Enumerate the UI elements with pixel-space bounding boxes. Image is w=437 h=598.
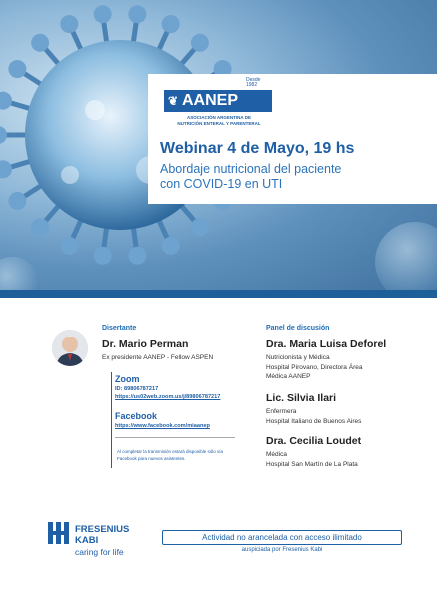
virus-spike-tip xyxy=(162,15,180,33)
virus-spike-tip xyxy=(191,34,209,52)
panelist-2-line1: Enfermera xyxy=(266,408,297,415)
note-line2: Facebook para nuevos asistentes. xyxy=(117,456,186,461)
logo-name: AANEP xyxy=(182,92,239,109)
transmission-note xyxy=(117,448,223,462)
virus-spike-tip xyxy=(8,192,26,210)
topic-line1: Abordaje nutricional del paciente xyxy=(160,162,342,176)
panelist-2-name: Lic. Silvia Ilari xyxy=(266,392,337,404)
virus-spike-tip xyxy=(94,5,112,23)
virus-spike-tip xyxy=(128,5,146,23)
note-line1: Al completar la transmisión estará disponible sólo vía xyxy=(117,449,224,454)
virus-spike-tip xyxy=(191,218,209,236)
virus-spike-tip xyxy=(8,60,26,78)
sponsor-name xyxy=(75,524,129,546)
fresenius-logo-icon xyxy=(48,522,72,549)
wheat-icon: ❦ xyxy=(167,94,179,108)
sponsor-tagline: caring for life xyxy=(75,547,124,557)
panelist-3-name: Dra. Cecilia Loudet xyxy=(266,435,362,447)
logo-box xyxy=(164,90,272,112)
virus-spike-tip xyxy=(0,126,7,144)
panelist-1-name: Dra. Maria Luisa Deforel xyxy=(266,338,387,350)
webinar-topic xyxy=(160,162,341,192)
facebook-link[interactable]: https://www.facebook.com/miaanep xyxy=(115,423,210,429)
panelist-1-line1: Nutricionista y Médica xyxy=(266,354,330,361)
facebook-title: Facebook xyxy=(115,411,158,421)
virus-spike-tip xyxy=(0,160,12,178)
webinar-title: Webinar 4 de Mayo, 19 hs xyxy=(160,140,355,157)
person-photo-icon xyxy=(52,330,88,366)
panelist-3-line2: Hospital San Martín de La Plata xyxy=(266,460,358,468)
divider-vertical xyxy=(111,372,112,468)
panelist-1-info xyxy=(266,353,362,382)
hero-bottom-band xyxy=(0,290,437,298)
activity-box: Actividad no arancelada con acceso ilimitado xyxy=(162,530,402,545)
virus-spike-tip xyxy=(0,92,12,110)
event-card xyxy=(148,74,437,204)
aanep-logo xyxy=(164,77,274,128)
virus-spike-tip xyxy=(60,237,78,255)
panelist-2-line2: Hospital Italiano de Buenos Aires xyxy=(266,417,362,425)
panelist-2-info xyxy=(266,407,361,426)
logo-year-text: 1982 xyxy=(246,82,258,88)
speaker-name: Dr. Mario Perman xyxy=(102,338,189,350)
divider-horizontal xyxy=(115,437,235,438)
sponsor-name2: KABI xyxy=(75,535,99,546)
zoom-id: ID: 89806787217 xyxy=(115,386,159,392)
logo-desde-text: Desde xyxy=(246,77,261,83)
speaker-avatar xyxy=(52,330,88,366)
logo-sub2: NUTRICIÓN ENTERAL Y PARENTERAL xyxy=(177,121,261,126)
disertante-label: Disertante xyxy=(102,325,137,332)
sponsored-by-text: auspiciada por Fresenius Kabi xyxy=(241,547,323,553)
virus-spike-tip xyxy=(162,237,180,255)
virus-spike-tip xyxy=(94,247,112,265)
logo-since xyxy=(246,78,260,88)
zoom-title: Zoom xyxy=(115,374,140,384)
panelist-1-line3: Médica AANEP xyxy=(266,373,311,380)
panelist-3-info xyxy=(266,450,358,469)
panelist-1-line2: Hospital Pirovano, Directora Área xyxy=(266,363,363,371)
speaker-role: Ex presidente AANEP - Fellow ASPEN xyxy=(102,354,214,361)
virus-spike-tip xyxy=(31,34,49,52)
logo-sub1: ASOCIACIÓN ARGENTINA DE xyxy=(187,115,251,120)
virus-spike-tip xyxy=(60,15,78,33)
zoom-link[interactable]: https://us02web.zoom.us/j/89806787217 xyxy=(115,394,221,400)
panel-label: Panel de discusión xyxy=(266,325,330,332)
virus-spike-tip xyxy=(31,218,49,236)
panelist-3-line1: Médica xyxy=(266,451,287,458)
logo-subtitle xyxy=(164,115,274,127)
topic-line2: con COVID-19 en UTI xyxy=(160,177,283,191)
sponsor-name1: FRESENIUS xyxy=(75,524,130,535)
virus-spike-tip xyxy=(128,247,146,265)
